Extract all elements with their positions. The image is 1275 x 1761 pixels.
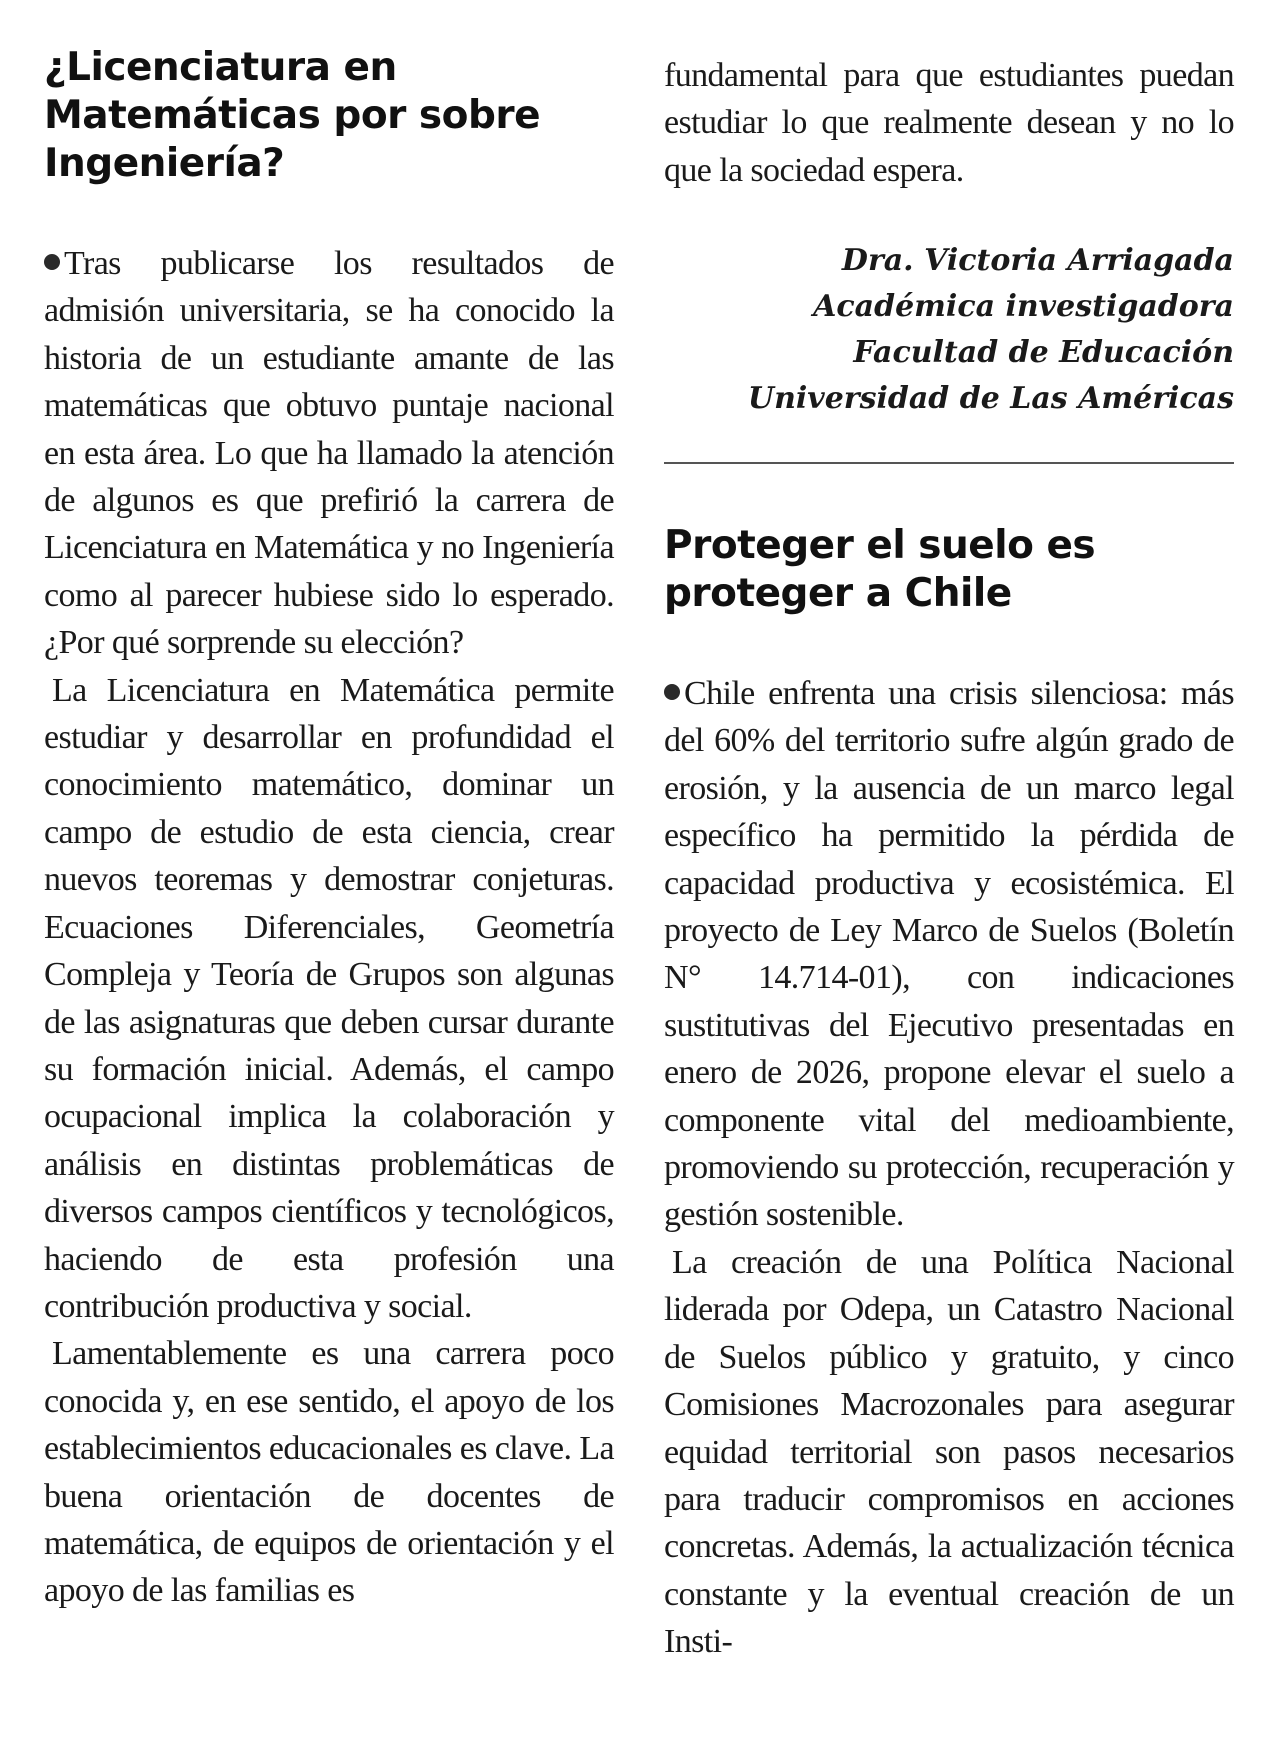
article-right-title: Proteger el suelo es proteger a Chile <box>664 523 1096 616</box>
bullet-icon <box>44 254 60 270</box>
article-left-title: ¿Licenciatura en Matemáticas por sobre Ingeniería? <box>44 45 541 186</box>
article-right-paragraph-1 <box>664 670 1234 1239</box>
article-right-body <box>664 670 1234 1666</box>
article-right-paragraph-1-text: Chile enfrenta una crisis silenciosa: más del 60% del territorio sufre algún grado de erosión, y la ausencia de un marco legal específico ha permitido la pérdida de capacidad productiva y ecosistémica. El proyecto de Ley Marco de Suelos (Boletín N° 14.714-01), con indicaciones sustitutivas del Ejecutivo presentadas en enero de 2026, propone elevar el suelo a componente vital del medioambiente, promoviendo su protección, recuperación y gestión sostenible. <box>664 675 1234 1234</box>
article-left-paragraph-2: La Licenciatura en Matemática permite estudiar y desarrollar en profundidad el conocimiento matemático, dominar un campo de estudio de esta ciencia, crear nuevos teoremas y demostrar conjeturas. Ecuaciones Diferenciales, Geometría Compleja y Teoría de Grupos son algunas de las asignaturas que deben cursar durante su formación inicial. Además, el campo ocupacional implica la colaboración y análisis en distintas problemáticas de diversos campos científicos y tecnológicos, haciendo de esta profesión una contribución productiva y social. <box>44 671 614 1325</box>
signature-name: Dra. Victoria Arriagada <box>841 243 1234 278</box>
article-left-paragraph-1 <box>44 240 614 667</box>
section-divider <box>664 462 1234 464</box>
article-left-body <box>44 240 614 1615</box>
article-left-paragraph-3: Lamentablemente es una carrera poco conocida y, en ese sentido, el apoyo de los establecimientos educacionales es clave. La buena orientación de docentes de matemática, de equipos de orientación y el apoyo de las familias es <box>44 1335 614 1610</box>
signature-university: Universidad de Las Américas <box>747 381 1234 416</box>
article-right-paragraph-2: La creación de una Política Nacional liderada por Odepa, un Catastro Nacional de Suelos público y gratuito, y cinco Comisiones Macrozonales para asegurar equidad territorial son pasos necesarios para traducir compromisos en acciones concretas. Además, la actualización técnica constante y la eventual creación de un Insti- <box>664 1243 1234 1661</box>
article-left-paragraph-1-text: Tras publicarse los resultados de admisión universitaria, se ha conocido la historia de un estudiante amante de las matemáticas que obtuvo puntaje nacional en esta área. Lo que ha llamado la atención de algunos es que prefirió la carrera de Licenciatura en Matemática y no Ingeniería como al parecer hubiese sido lo esperado. ¿Por qué sorprende su elección? <box>44 245 614 662</box>
article-left-signature <box>664 238 1234 422</box>
bullet-icon <box>664 684 680 700</box>
article-left-continuation: fundamental para que estudiantes puedan estudiar lo que realmente desean y no lo que la sociedad espera. <box>664 57 1234 189</box>
signature-faculty: Facultad de Educación <box>853 335 1234 370</box>
signature-role: Académica investigadora <box>813 289 1234 324</box>
